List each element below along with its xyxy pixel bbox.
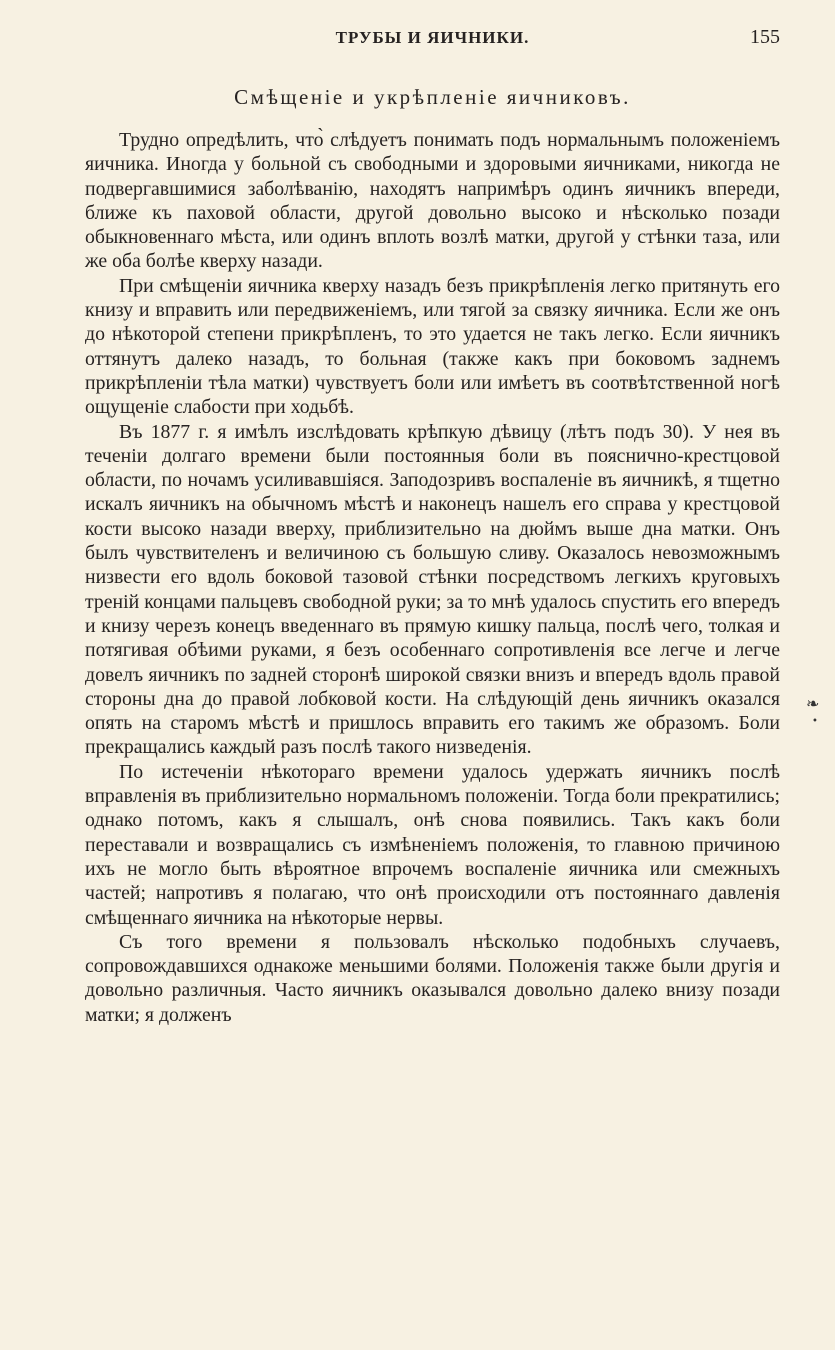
running-title: ТРУБЫ И ЯИЧНИКИ. — [335, 28, 530, 47]
body-text — [85, 128, 780, 1027]
page-number: 155 — [750, 26, 780, 48]
paragraph-3: Въ 1877 г. я имѣлъ изслѣдовать крѣпкую дѣвицу (лѣтъ подъ 30). У нея въ теченіи долгаго времени были постоянныя боли въ пояснично-крестцовой области, по ночамъ усиливавшіяся. Заподозривъ воспаленіе въ яичникѣ, я тщетно искалъ яичникъ на обычномъ мѣстѣ и наконецъ нашелъ его справа у крестцовой кости высоко назади вверху, приблизительно на дюймъ выше дна матки. Онъ былъ чувствителенъ и величиною съ большую сливу. Оказалось невозможнымъ низвести его вдоль боковой тазовой стѣнки посредствомъ легкихъ круговыхъ треній концами пальцевъ свободной руки; за то мнѣ удалось спустить его впередъ и книзу черезъ конецъ введеннаго въ прямую кишку пальца, послѣ чего, толкая и потягивая обѣими руками, я безъ особеннаго сопротивленія все легче и легче довелъ яичникъ по задней сторонѣ широкой связки внизъ и впередъ вдоль правой стороны дна до правой лобковой кости. На слѣдующій день яичникъ оказался опять на старомъ мѣстѣ и пришлось вправить его такимъ же образомъ. Боли прекращались каждый разъ послѣ такого низведенія. — [85, 420, 780, 759]
margin-dot: • — [812, 716, 818, 727]
paragraph-5: Съ того времени я пользовалъ нѣсколько подобныхъ случаевъ, сопровождавшихся однакоже меньшими болями. Положенія также были другія и довольно различныя. Часто яичникъ оказывался довольно далеко внизу позади матки; я долженъ — [85, 930, 780, 1026]
paragraph-4: По истеченіи нѣкотораго времени удалось удержать яичникъ послѣ вправленія въ приблизительно нормальномъ положеніи. Тогда боли прекратились; однако потомъ, какъ я слышалъ, онѣ снова появились. Такъ какъ боли переставали и возвращались съ измѣненіемъ положенія, то главною причиною ихъ не могло быть вѣроятное впрочемъ воспаленіе яичника или смежныхъ частей; напротивъ я полагаю, что онѣ происходили отъ постояннаго давленія смѣщеннаго яичника на нѣкоторые нервы. — [85, 760, 780, 929]
margin-mark: ❧ — [806, 694, 820, 713]
section-title: Смѣщеніе и укрѣпленіе яичниковъ. — [234, 85, 631, 109]
paragraph-2: При смѣщеніи яичника кверху назадъ безъ прикрѣпленія легко притянуть его книзу и вправить или передвиженіемъ, или тягой за связку яичника. Если же онъ до нѣкоторой степени прикрѣпленъ, то это удается не такъ легко. Если яичникъ оттянутъ далеко назадъ, то больная (также какъ при боковомъ заднемъ прикрѣпленіи тѣла матки) чувствуетъ боли или имѣетъ въ соотвѣтственной ногѣ ощущеніе слабости при ходьбѣ. — [85, 274, 780, 419]
paragraph-1: Трудно опредѣлить, что̀ слѣдуетъ понимать подъ нормальнымъ положеніемъ яичника. Иногда у больной съ свободными и здоровыми яичниками, никогда не подвергавшимися заболѣванію, находятъ напримѣръ одинъ яичникъ впереди, ближе къ паховой области, другой довольно высоко и нѣсколько позади обыкновеннаго мѣста, или одинъ вплоть возлѣ матки, другой у стѣнки таза, или же оба болѣе кверху назади. — [85, 129, 780, 273]
running-header — [85, 28, 780, 58]
